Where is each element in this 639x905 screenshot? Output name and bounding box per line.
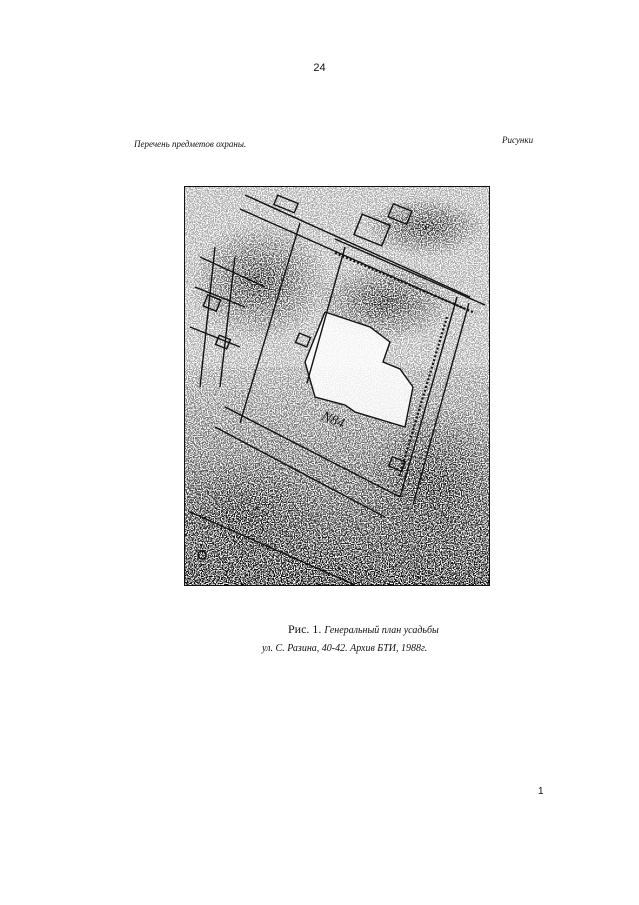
site-plan-image [185,187,489,585]
site-plan-lot-label: N84 [319,409,347,432]
page-number: 24 [313,62,326,74]
figure-caption-line-2: ул. С. Разина, 40-42. Архив БТИ, 1988г. [262,643,428,654]
site-plan-figure [184,186,490,586]
figure-caption-line-1 [288,622,439,637]
footer-page-number: 1 [538,786,544,797]
figure-caption-title: Генеральный план усадьбы [324,625,439,636]
figure-caption-prefix: Рис. 1. [288,622,322,636]
header-right-title: Рисунки [502,135,534,145]
header-left-title: Перечень предметов охраны. [134,139,247,149]
